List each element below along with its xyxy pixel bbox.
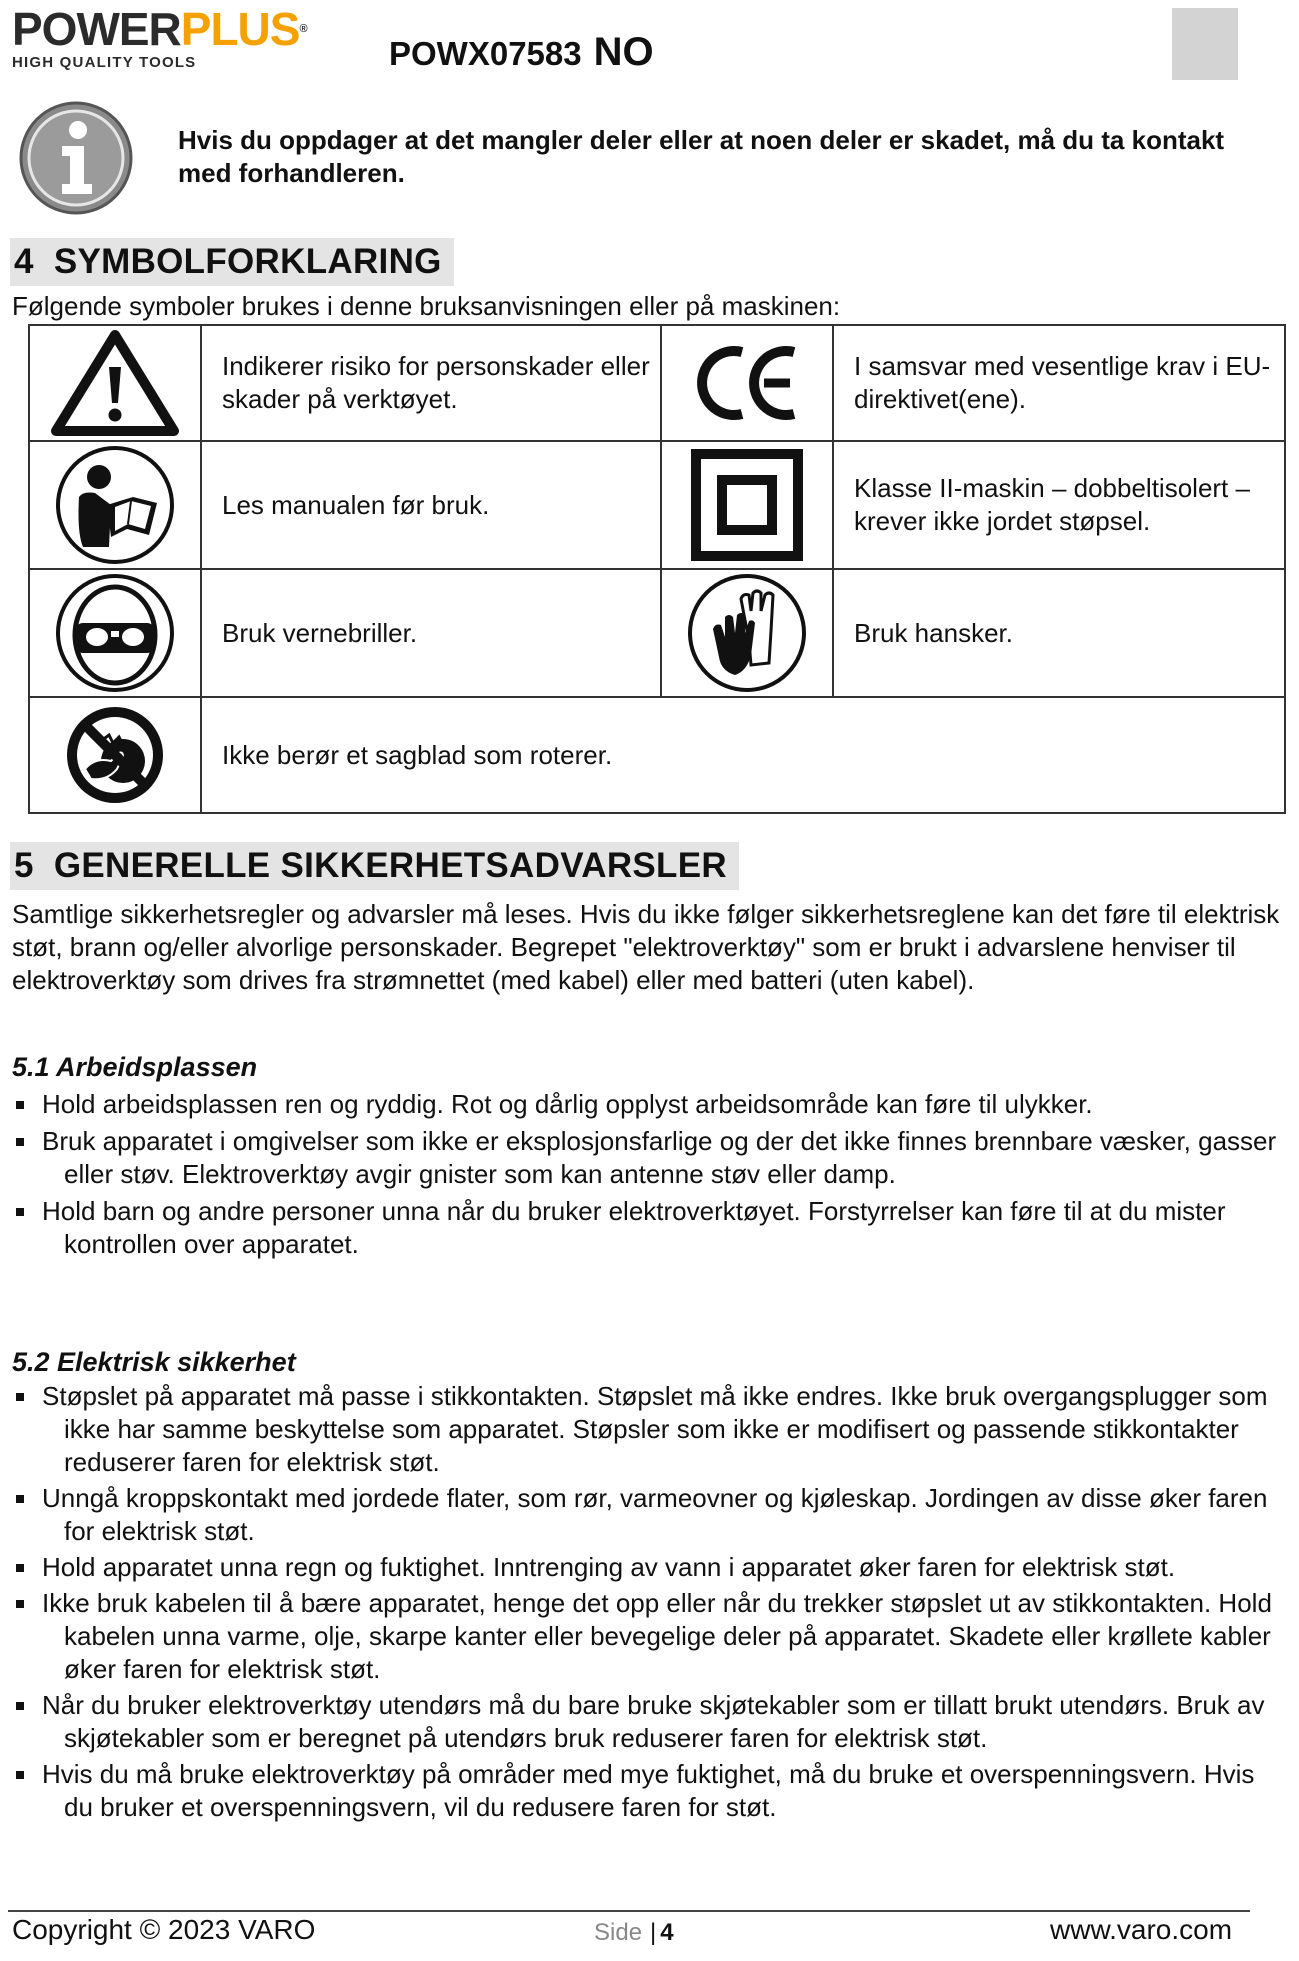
page-number: 4 [660,1919,674,1946]
model-code: POWX07583 [389,35,582,72]
list-item-text: Ikke bruk kabelen til å bære apparatet, henge det opp eller når du trekker støpslet ut av stikkontakten. Hold kabelen unna varme, olje, skarpe kanter eller bevegelige deler på apparatet. Skadete eller krøllete kabler øker faren for elektrisk støt. [42,1588,1272,1684]
bullet-marker [16,1564,24,1572]
class-ii-icon [691,449,803,561]
symbol-icon-cell [29,569,201,697]
gloves-icon [685,571,809,695]
symbol-icon-cell [661,325,833,441]
list-item [12,1587,1287,1686]
symbol-description: Bruk vernebriller. [201,569,661,697]
bullet-marker [16,1138,24,1146]
bullet-marker [16,1393,24,1401]
symbol-description: I samsvar med vesentlige krav i EU-direktivet(ene). [833,325,1285,441]
section-number: 5 [14,846,34,885]
symbol-row [29,697,1285,813]
symbol-row [29,569,1285,697]
list-item-text: Hold barn og andre personer unna når du bruker elektroverktøyet. Forstyrrelser kan føre til at du mister kontrollen over apparatet. [42,1196,1226,1259]
list-item-text: Unngå kroppskontakt med jordede flater, som rør, varmeovner og kjøleskap. Jordingen av disse øker faren for elektrisk støt. [42,1483,1268,1546]
section-number: 4 [14,242,34,281]
logo-wordmark [12,3,367,55]
list-item [12,1195,1287,1261]
symbol-icon-cell [29,441,201,569]
section-title: GENERELLE SIKKERHETSADVARSLER [53,846,727,885]
bullet-list-5-1 [12,1088,1287,1265]
symbol-icon-cell [661,441,833,569]
symbol-description: Klasse II-maskin – dobbeltisolert – krever ikke jordet støpsel. [833,441,1285,569]
page-separator: | [650,1919,657,1946]
symbol-icon-cell [661,569,833,697]
logo-registered: ® [299,23,307,35]
list-item [12,1551,1287,1584]
read-manual-icon [53,443,177,567]
footer-page-indicator [594,1919,674,1947]
list-item [12,1088,1287,1121]
list-item [12,1758,1287,1824]
list-item [12,1380,1287,1479]
symbol-description: Ikke berør et sagblad som roterer. [201,697,1285,813]
bullet-marker [16,1771,24,1779]
symbol-description: Bruk hansker. [833,569,1285,697]
footer-url: www.varo.com [1050,1914,1233,1945]
symbol-description: Les manualen før bruk. [201,441,661,569]
section-4-heading [10,238,454,286]
model-heading [389,30,654,76]
page-label: Side [594,1919,643,1946]
list-item [12,1689,1287,1755]
language-code: NO [593,30,654,74]
info-icon [18,100,134,216]
footer-copyright: Copyright © 2023 VARO [12,1914,316,1945]
bullet-marker [16,1208,24,1216]
section-5-intro: Samtlige sikkerhetsregler og advarsler må leses. Hvis du ikke følger sikkerhetsreglene kan det føre til elektrisk støt, brann og/eller alvorlige personskader. Begrepet "elektroverktøy" som er brukt i advarslene henviser til elektroverktøy som drives fra strømnettet (med kabel) eller med batteri (uten kabel). [12,899,1280,995]
logo-tagline: HIGH QUALITY TOOLS [12,54,197,71]
corner-marker [1172,8,1238,80]
list-item-text: Hvis du må bruke elektroverktøy på områder med mye fuktighet, må du bruke et overspenningsvern. Hvis du bruker et overspenningsvern, vil du redusere faren for støt. [42,1759,1255,1822]
symbol-row [29,325,1285,441]
symbol-row [29,441,1285,569]
subsection-heading-5-1: 5.1 Arbeidsplassen [12,1052,258,1082]
bullet-marker [16,1702,24,1710]
symbol-description: Indikerer risiko for personskader eller skader på verktøyet. [201,325,661,441]
no-touch-blade-icon [61,701,169,809]
bullet-marker [16,1600,24,1608]
list-item-text: Støpslet på apparatet må passe i stikkontakten. Støpslet må ikke endres. Ikke bruk overgangsplugger som ikke har samme beskyttelse som apparatet. Støpsler som ikke er modifisert og passende stikkontakter reduserer faren for elektrisk støt. [42,1381,1268,1477]
section-5-heading [10,842,739,890]
brand-logo [12,3,367,71]
list-item [12,1125,1287,1191]
ce-mark-icon [692,338,802,428]
subsection-heading-5-2: 5.2 Elektrisk sikkerhet [12,1347,296,1377]
footer-divider [8,1910,1250,1912]
symbol-table [28,324,1286,814]
warning-triangle-icon [50,329,180,437]
list-item-text: Bruk apparatet i omgivelser som ikke er eksplosjonsfarlige og der det ikke finnes brennbare væsker, gasser eller støv. Elektroverktøy avgir gnister som kan antenne støv eller damp. [42,1126,1277,1189]
list-item-text: Hold apparatet unna regn og fuktighet. Inntrenging av vann i apparatet øker faren for elektrisk støt. [42,1552,1176,1582]
logo-accent: PLUS [180,3,300,55]
safety-goggles-icon [53,571,177,695]
list-item-text: Hold arbeidsplassen ren og ryddig. Rot og dårlig opplyst arbeidsområde kan føre til ulykker. [42,1089,1093,1119]
list-item [12,1482,1287,1548]
list-item-text: Når du bruker elektroverktøy utendørs må du bare bruke skjøtekabler som er tillatt brukt utendørs. Bruk av skjøtekabler som er beregnet på utendørs bruk reduserer faren for elektrisk støt. [42,1690,1265,1753]
symbol-icon-cell [29,697,201,813]
bullet-marker [16,1101,24,1109]
bullet-list-5-2 [12,1380,1287,1827]
logo-main: POWER [12,3,181,55]
symbol-icon-cell [29,325,201,441]
bullet-marker [16,1495,24,1503]
info-note: Hvis du oppdager at det mangler deler eller at noen deler er skadet, må du ta kontakt med forhandleren. [178,125,1225,188]
section-title: SYMBOLFORKLARING [53,242,442,281]
section-4-intro: Følgende symboler brukes i denne bruksanvisningen eller på maskinen: [12,291,841,321]
